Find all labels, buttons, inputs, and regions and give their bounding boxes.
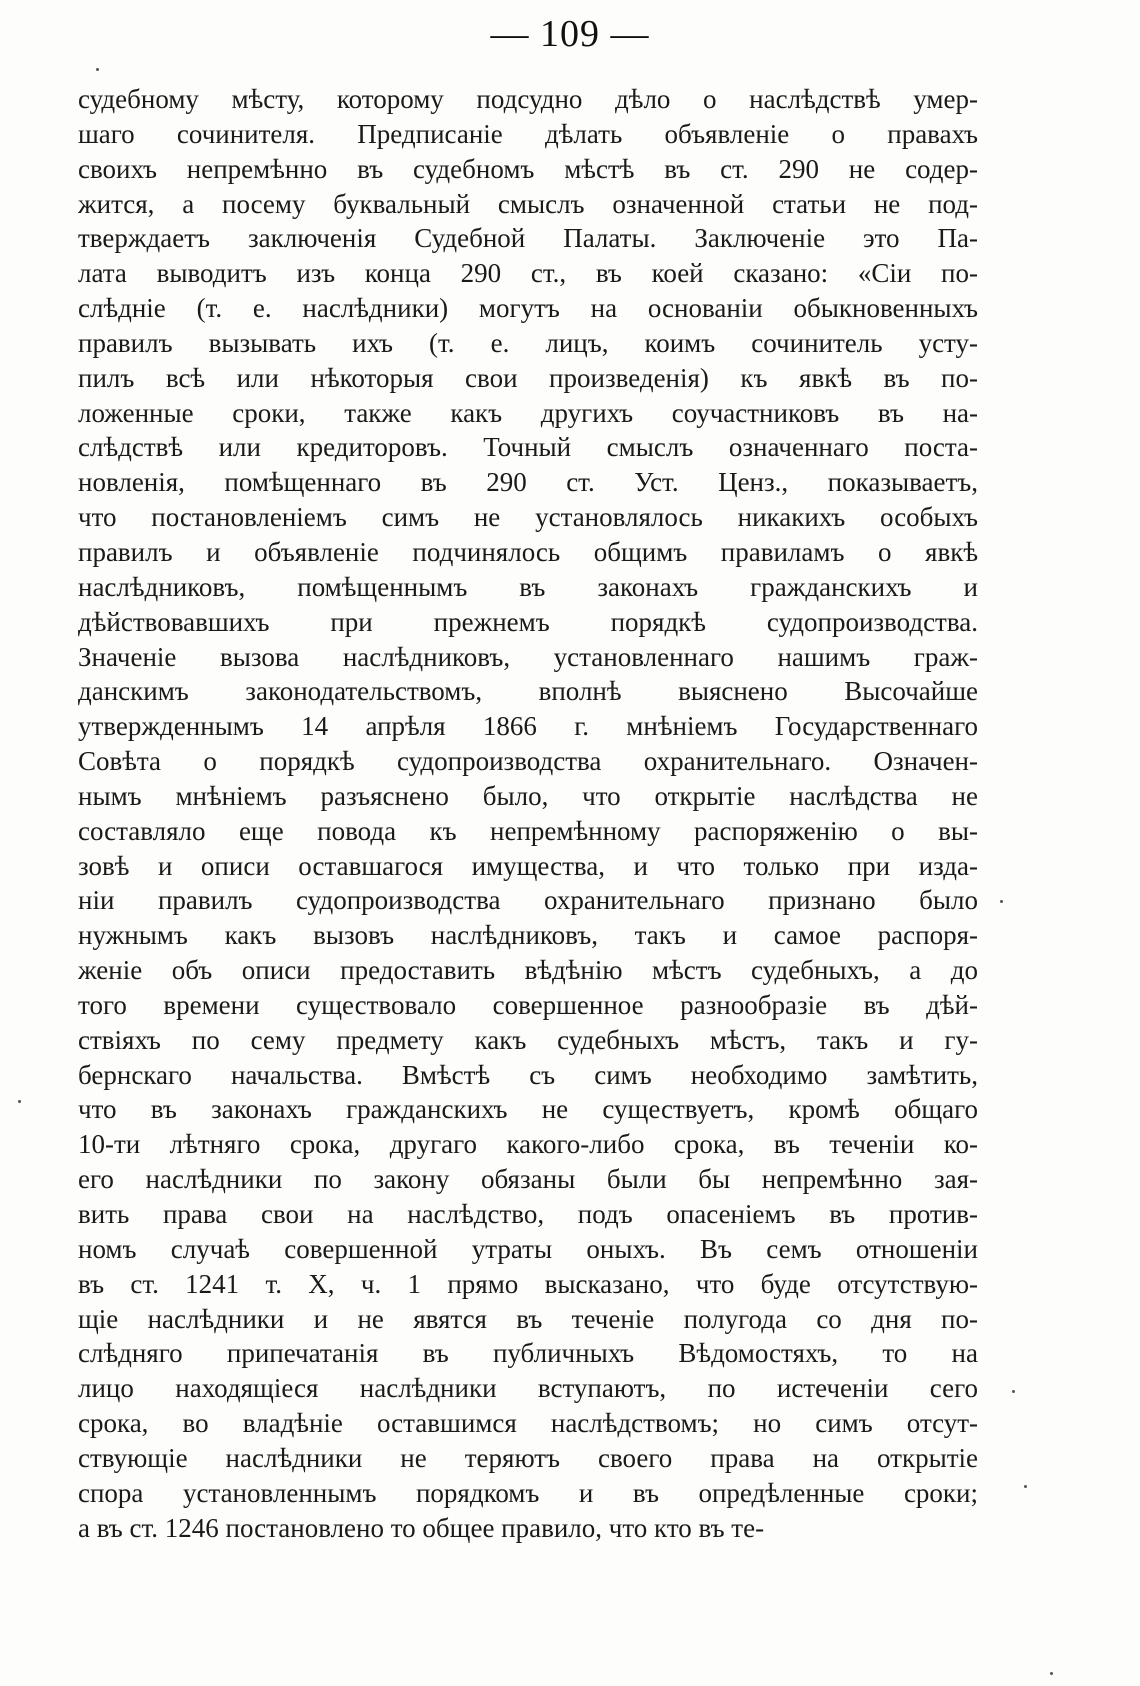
text-line: ложенные сроки, также какъ другихъ соучастниковъ въ на- — [78, 397, 978, 428]
text-line: правилъ вызывать ихъ (т. е. лицъ, коимъ сочинитель усту- — [78, 327, 978, 358]
text-line: судебному мѣсту, которому подсудно дѣло о наслѣдствѣ умер- — [78, 84, 978, 114]
page-number: — 109 — — [490, 13, 650, 55]
text-line: лата выводитъ изъ конца 290 ст., въ коей сказано: «Сіи по- — [78, 258, 978, 289]
scan-speck — [1050, 1672, 1053, 1675]
text-line: что постановленіемъ симъ не установлялось никакихъ особыхъ — [78, 502, 978, 533]
text-line: ніи правилъ судопроизводства охранительнаго признано было — [78, 885, 978, 916]
text-line: спора установленнымъ порядкомъ и въ опредѣленные сроки; — [78, 1477, 978, 1508]
text-line: наслѣдниковъ, помѣщеннымъ въ законахъ гражданскихъ и — [78, 571, 978, 602]
text-line: а въ ст. 1246 постановлено то общее правило, что кто въ те- — [78, 1512, 765, 1543]
text-line: нымъ мнѣніемъ разъяснено было, что открытіе наслѣдства не — [78, 780, 978, 811]
text-line: жится, а посему буквальный смыслъ означенной статьи не под- — [78, 188, 978, 219]
text-line: щіе наслѣдники и не явятся въ теченіе полугода со дня по- — [78, 1303, 978, 1334]
text-line: срока, во владѣніе оставшимся наслѣдствомъ; но симъ отсут- — [78, 1408, 978, 1439]
text-line: женіе объ описи предоставить вѣдѣнію мѣстъ судебныхъ, а до — [78, 955, 978, 986]
text-line: слѣдніе (т. е. наслѣдники) могутъ на основаніи обыкновенныхъ — [78, 293, 978, 324]
text-line: его наслѣдники по закону обязаны были бы непремѣнно зая- — [78, 1164, 978, 1195]
text-line: утвержденнымъ 14 апрѣля 1866 г. мнѣніемъ Государственнаго — [78, 711, 978, 742]
text-line: лицо находящіеся наслѣдники вступаютъ, по истеченіи сего — [78, 1373, 978, 1404]
text-line: Совѣта о порядкѣ судопроизводства охранительнаго. Означен- — [78, 746, 978, 777]
text-line: 10-ти лѣтняго срока, другаго какого-либо срока, въ теченіи ко- — [78, 1129, 978, 1160]
text-line: тверждаетъ заключенія Судебной Палаты. Заключеніе это Па- — [78, 223, 978, 254]
text-line: бернскаго начальства. Вмѣстѣ съ симъ необходимо замѣтить, — [78, 1059, 978, 1090]
scan-speck — [1012, 1390, 1015, 1393]
text-line: пилъ всѣ или нѣкоторыя свои произведенія) къ явкѣ въ по- — [78, 362, 978, 393]
text-line: въ ст. 1241 т. X, ч. 1 прямо высказано, что буде отсутствую- — [78, 1268, 978, 1299]
text-line: шаго сочинителя. Предписаніе дѣлать объявленіе о правахъ — [78, 118, 978, 149]
text-line: нужнымъ какъ вызовъ наслѣдниковъ, такъ и самое распоря- — [78, 920, 978, 951]
scan-speck — [1000, 900, 1003, 903]
text-line: ствіяхъ по сему предмету какъ судебныхъ мѣстъ, такъ и гу- — [78, 1024, 978, 1055]
text-line: что въ законахъ гражданскихъ не существуетъ, кромѣ общаго — [78, 1094, 978, 1125]
text-line: того времени существовало совершенное разнообразіе въ дѣй- — [78, 989, 978, 1020]
text-line: Значеніе вызова наслѣдниковъ, установленнаго нашимъ граж- — [78, 641, 978, 672]
text-line: ствующіе наслѣдники не теряютъ своего права на открытіе — [78, 1442, 978, 1473]
text-line: дѣйствовавшихъ при прежнемъ порядкѣ судопроизводства. — [78, 606, 978, 637]
scan-speck — [96, 68, 99, 71]
text-line: правилъ и объявленіе подчинялось общимъ правиламъ о явкѣ — [78, 536, 978, 567]
scan-speck — [18, 1100, 21, 1103]
text-line: зовѣ и описи оставшагося имущества, и что только при изда- — [78, 850, 978, 881]
text-line: слѣдняго припечатанія въ публичныхъ Вѣдомостяхъ, то на — [78, 1338, 978, 1369]
body-text — [78, 82, 978, 1545]
scan-speck — [1024, 1485, 1027, 1488]
text-line: слѣдствѣ или кредиторовъ. Точный смыслъ означеннаго поста- — [78, 432, 978, 463]
text-line: вить права свои на наслѣдство, подъ опасеніемъ въ против- — [78, 1199, 978, 1229]
text-line: новленія, помѣщеннаго въ 290 ст. Уст. Ценз., показываетъ, — [78, 467, 978, 498]
text-line: номъ случаѣ совершенной утраты оныхъ. Въ семъ отношеніи — [78, 1233, 978, 1264]
text-line: составляло еще повода къ непремѣнному распоряженію о вы- — [78, 815, 978, 846]
text-line: своихъ непремѣнно въ судебномъ мѣстѣ въ ст. 290 не содер- — [78, 153, 978, 184]
text-line: данскимъ законодательствомъ, вполнѣ выяснено Высочайше — [78, 676, 978, 707]
